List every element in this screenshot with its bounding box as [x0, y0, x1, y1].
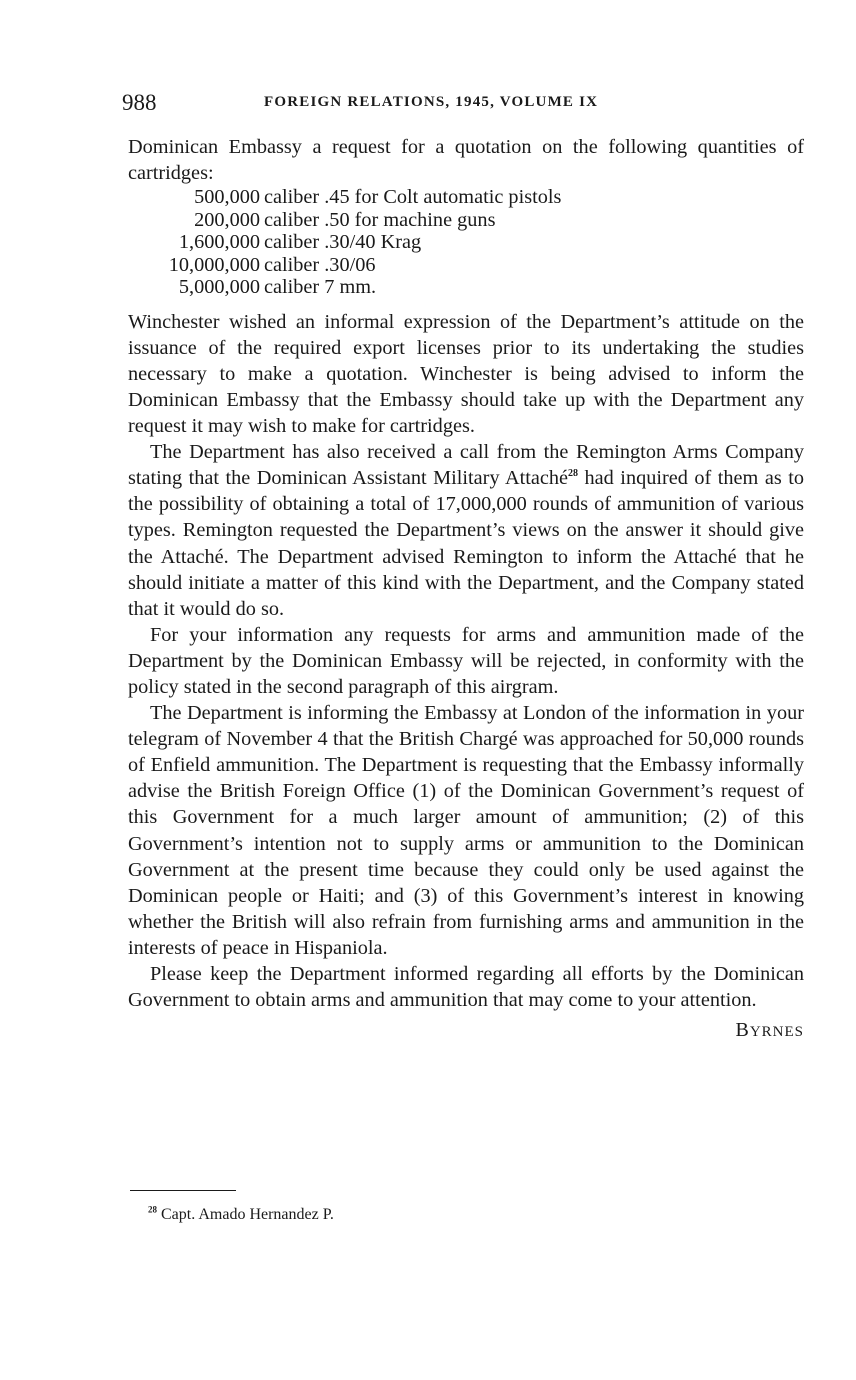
body-text — [128, 134, 804, 1045]
quantity-description: caliber .30/06 — [264, 253, 376, 276]
signature-initial: B — [735, 1019, 750, 1042]
signature-rest: YRNES — [749, 1024, 804, 1041]
quantity-description: caliber .45 for Colt automatic pistols — [264, 186, 562, 209]
running-head — [122, 90, 806, 120]
signature — [128, 1017, 804, 1045]
intro-paragraph: Dominican Embassy a request for a quotation on the following quantities of cartridges: — [128, 136, 804, 185]
footnote-marker: 28 — [148, 1204, 157, 1215]
cartridge-quantity-list — [164, 186, 804, 299]
quantity-description: caliber 7 mm. — [264, 276, 377, 299]
quantity-item — [164, 186, 804, 209]
quantity-item — [164, 254, 804, 277]
remington-paragraph — [128, 439, 804, 622]
quantity-amount: 1,600,000 — [178, 231, 260, 254]
quantity-item — [164, 231, 804, 254]
quantity-amount: 200,000 — [194, 208, 260, 231]
quantity-amount: 10,000,000 — [168, 253, 260, 276]
remington-text-start: The Department has also received a call from the Remington Arms Company stating that the Dominican Assistant Military Attaché — [128, 441, 804, 490]
closing-paragraph: Please keep the Department informed regarding all efforts by the Dominican Government to obtain arms and ammunition that may come to your attention. — [128, 963, 804, 1012]
quantity-item — [164, 276, 804, 299]
quantity-item — [164, 209, 804, 232]
footnote — [148, 1206, 334, 1224]
remington-text-end: had inquired of them as to the possibility of obtaining a total of 17,000,000 rounds of ammunition of various types. Remington requested the Department’s views on the answer it should give the Attaché. The Department advised Remington to inform the Attaché that he should initiate a matter of this kind with the Department, and the Company stated that it would do so. — [128, 467, 804, 620]
running-title: FOREIGN RELATIONS, 1945, VOLUME IX — [264, 94, 599, 110]
page-number: 988 — [122, 90, 157, 115]
footnote-reference[interactable]: 28 — [568, 468, 579, 480]
quantity-amount: 5,000,000 — [178, 276, 260, 299]
footnote-divider — [130, 1190, 236, 1191]
winchester-paragraph: Winchester wished an informal expression of the Department’s attitude on the issuance of the required export licenses prior to its undertaking the studies necessary to make a quotation. Winchester is being advised to inform the Dominican Embassy that the Embassy should take up with the Department any request it may wish to make for cartridges. — [128, 310, 804, 438]
information-paragraph: For your information any requests for arms and ammunition made of the Department by the Dominican Embassy will be rejected, in conformity with the policy stated in the second paragraph of this airgram. — [128, 623, 804, 698]
footnote-text: Capt. Amado Hernandez P. — [161, 1206, 334, 1223]
london-paragraph: The Department is informing the Embassy at London of the information in your telegram of November 4 that the British Chargé was approached for 50,000 rounds of Enfield ammunition. The Department is requesting that the Embassy informally advise the British Foreign Office (1) of the Dominican Government’s request of this Government for a much larger amount of ammunition; (2) of this Government’s intention not to supply arms or ammunition to the Dominican Government at the present time because they could only be used against the Dominican people or Haiti; and (3) of this Government’s interest in knowing whether the British will also refrain from furnishing arms and ammunition in the interests of peace in Hispaniola. — [128, 702, 804, 959]
quantity-amount: 500,000 — [194, 186, 260, 209]
quantity-description: caliber .50 for machine guns — [264, 208, 496, 231]
quantity-description: caliber .30/40 Krag — [264, 231, 422, 254]
